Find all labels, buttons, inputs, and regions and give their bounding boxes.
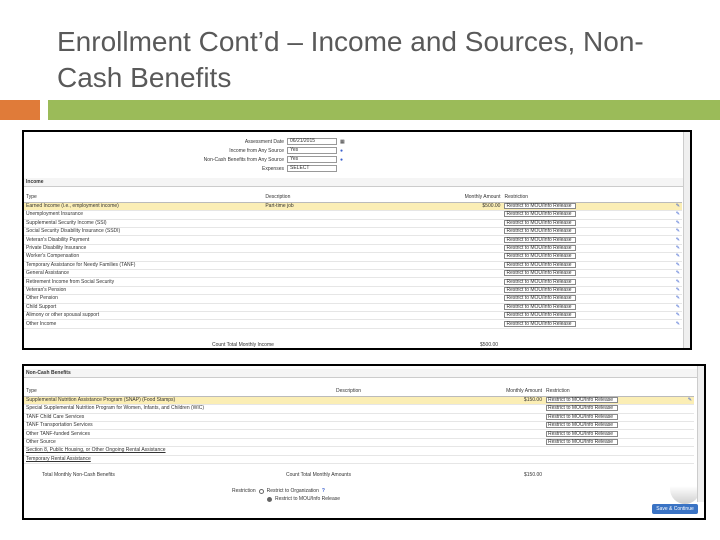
income-amount-cell[interactable] — [413, 244, 503, 252]
income-description-cell[interactable] — [263, 320, 412, 328]
noncash-description-cell[interactable] — [334, 438, 494, 446]
restriction-select[interactable]: Restrict to MOU/Info Release — [504, 262, 576, 268]
edit-icon[interactable]: ✎ — [675, 203, 680, 210]
table-row — [24, 295, 682, 303]
edit-icon[interactable]: ✎ — [675, 303, 680, 310]
table-row — [24, 430, 694, 438]
noncash-edit-cell — [634, 422, 694, 430]
noncash-screenshot — [22, 364, 706, 520]
noncash-amount-cell[interactable]: $150.00 — [494, 396, 544, 404]
income-edit-cell — [582, 303, 682, 311]
income-amount-cell[interactable] — [413, 303, 503, 311]
noncash-source-label: Non-Cash Benefits from Any Source — [203, 156, 284, 163]
income-section-header: Income — [24, 178, 690, 187]
income-edit-cell — [582, 270, 682, 278]
income-total-label: Count Total Monthly Income — [212, 342, 274, 348]
col-description-header[interactable]: Description — [263, 194, 412, 202]
income-edit-cell — [582, 228, 682, 236]
restriction-select[interactable]: Restrict to MOU/Info Release — [546, 439, 618, 445]
income-type-cell: Veteran's Pension — [24, 286, 263, 294]
col-type-header[interactable]: Type — [24, 388, 334, 396]
col-type-header[interactable]: Type — [24, 194, 263, 202]
edit-icon[interactable]: ✎ — [675, 270, 680, 277]
income-restriction-cell — [502, 228, 582, 236]
noncash-section-header: Non-Cash Benefits — [24, 369, 704, 378]
noncash-restriction-cell — [544, 438, 634, 446]
income-type-cell: Other Pension — [24, 295, 263, 303]
income-amount-cell[interactable] — [413, 211, 503, 219]
noncash-description-cell[interactable] — [334, 430, 494, 438]
income-restriction-cell — [502, 311, 582, 319]
income-restriction-cell — [502, 211, 582, 219]
table-row — [24, 278, 682, 286]
income-description-cell[interactable] — [263, 278, 412, 286]
edit-icon[interactable]: ✎ — [675, 219, 680, 226]
restriction-select[interactable]: Restrict to MOU/Info Release — [504, 220, 576, 226]
edit-icon[interactable]: ✎ — [675, 278, 680, 285]
income-restriction-cell — [502, 295, 582, 303]
table-row — [24, 228, 682, 236]
edit-icon[interactable]: ✎ — [675, 286, 680, 293]
form-row-noncash-source — [174, 156, 343, 163]
restriction-select[interactable]: Restrict to MOU/Info Release — [504, 211, 576, 217]
income-type-cell: Other Income — [24, 320, 263, 328]
required-icon: ● — [340, 147, 344, 154]
noncash-total-label: Count Total Monthly Amounts — [286, 472, 351, 478]
expenses-label: Expenses — [262, 165, 284, 172]
noncash-amount-cell[interactable] — [494, 413, 544, 421]
income-edit-cell — [582, 286, 682, 294]
accent-bar-orange — [0, 100, 40, 120]
page-curl-decoration — [670, 486, 700, 504]
income-table-header — [24, 194, 682, 202]
restriction-select[interactable]: Restrict to MOU/Info Release — [504, 279, 576, 285]
noncash-edit-cell — [634, 396, 694, 404]
income-restriction-cell — [502, 261, 582, 269]
income-edit-cell — [582, 278, 682, 286]
edit-icon[interactable]: ✎ — [675, 261, 680, 268]
income-amount-cell[interactable] — [413, 270, 503, 278]
income-type-cell: Supplemental Security Income (SSI) — [24, 219, 263, 227]
noncash-restriction-cell — [544, 396, 634, 404]
noncash-edit-cell — [634, 413, 694, 421]
noncash-total-value: $150.00 — [524, 472, 543, 478]
income-type-cell: Child Support — [24, 303, 263, 311]
restriction-select[interactable]: Restrict to MOU/Info Release — [504, 270, 576, 276]
noncash-amount-cell[interactable] — [494, 422, 544, 430]
income-source-label: Income from Any Source — [229, 147, 284, 154]
income-screenshot — [22, 130, 692, 350]
table-row — [24, 211, 682, 219]
noncash-type-cell: TANF Transportation Services — [24, 422, 334, 430]
income-restriction-cell — [502, 278, 582, 286]
table-row — [24, 320, 682, 328]
noncash-extra-row-label[interactable]: Section 8, Public Housing, or Other Ongoing Rental Assistance — [24, 447, 694, 455]
col-amount-header[interactable]: Monthly Amount — [494, 388, 544, 396]
restriction-option-org[interactable] — [232, 488, 325, 494]
edit-icon[interactable]: ✎ — [675, 320, 680, 327]
income-total-value: $500.00 — [480, 342, 499, 348]
income-edit-cell — [582, 253, 682, 261]
noncash-rows — [24, 396, 694, 463]
income-amount-cell[interactable] — [413, 286, 503, 294]
assessment-date-input[interactable]: 06/21/2015 — [287, 138, 337, 145]
income-restriction-cell — [502, 320, 582, 328]
income-panel — [24, 132, 690, 348]
income-amount-cell[interactable] — [413, 261, 503, 269]
income-type-cell: Veteran's Disability Payment — [24, 236, 263, 244]
form-row-assessment-date — [174, 138, 345, 145]
edit-icon[interactable]: ✎ — [687, 397, 692, 404]
income-description-cell[interactable] — [263, 311, 412, 319]
income-description-cell[interactable] — [263, 236, 412, 244]
income-edit-cell — [582, 202, 682, 210]
restriction-select[interactable]: Restrict to MOU/Info Release — [504, 295, 576, 301]
noncash-restriction-cell — [544, 405, 634, 413]
edit-icon[interactable]: ✎ — [675, 211, 680, 218]
table-row — [24, 311, 682, 319]
noncash-type-cell: TANF Child Care Services — [24, 413, 334, 421]
restriction-select[interactable]: Restrict to MOU/Info Release — [546, 397, 618, 403]
noncash-restriction-cell — [544, 430, 634, 438]
income-amount-cell[interactable] — [413, 219, 503, 227]
noncash-edit-cell — [634, 405, 694, 413]
col-restriction-header[interactable]: Restriction — [544, 388, 634, 396]
income-type-cell: Worker's Compensation — [24, 253, 263, 261]
income-source-select[interactable]: Yes — [287, 147, 337, 154]
restriction-option-mou[interactable] — [267, 496, 340, 502]
noncash-type-cell: Supplemental Nutrition Assistance Program (SNAP) (Food Stamps) — [24, 396, 334, 404]
income-rows — [24, 202, 682, 328]
table-row — [24, 244, 682, 252]
radio-restrict-mou[interactable] — [267, 497, 272, 502]
income-description-cell[interactable]: Part-time job — [263, 202, 412, 210]
income-amount-cell[interactable]: $500.00 — [413, 202, 503, 210]
income-type-cell: Alimony or other spousal support — [24, 311, 263, 319]
restriction-select[interactable]: Restrict to MOU/Info Release — [504, 304, 576, 310]
edit-icon[interactable]: ✎ — [675, 228, 680, 235]
restriction-label: Restriction — [232, 488, 256, 494]
table-row[interactable] — [24, 455, 694, 463]
slide-title: Enrollment Cont’d – Income and Sources, Non-Cash Benefits — [57, 26, 644, 93]
noncash-type-cell: Other Source — [24, 438, 334, 446]
table-row — [24, 413, 694, 421]
restriction-select[interactable]: Restrict to MOU/Info Release — [504, 321, 576, 327]
noncash-edit-cell — [634, 430, 694, 438]
table-row — [24, 253, 682, 261]
income-amount-cell[interactable] — [413, 228, 503, 236]
income-type-cell: Retirement Income from Social Security — [24, 278, 263, 286]
table-row — [24, 303, 682, 311]
income-edit-cell — [582, 295, 682, 303]
restriction-select[interactable]: Restrict to MOU/Info Release — [504, 237, 576, 243]
income-edit-cell — [582, 320, 682, 328]
income-table — [24, 194, 682, 329]
table-row — [24, 286, 682, 294]
income-edit-cell — [582, 236, 682, 244]
income-type-cell: Unemployment Insurance — [24, 211, 263, 219]
table-row — [24, 270, 682, 278]
edit-icon[interactable]: ✎ — [675, 245, 680, 252]
edit-icon[interactable]: ✎ — [675, 312, 680, 319]
required-icon: ● — [340, 156, 344, 163]
restriction-select[interactable]: Restrict to MOU/Info Release — [504, 203, 576, 209]
restriction-select[interactable]: Restrict to MOU/Info Release — [546, 422, 618, 428]
income-description-cell[interactable] — [263, 244, 412, 252]
noncash-grand-label: Total Monthly Non-Cash Benefits — [42, 472, 115, 478]
col-description-header[interactable]: Description — [334, 388, 494, 396]
income-type-cell: Temporary Assistance for Needy Families (TANF) — [24, 261, 263, 269]
income-description-cell[interactable] — [263, 253, 412, 261]
noncash-panel — [24, 366, 704, 518]
save-continue-button[interactable]: Save & Continue — [652, 504, 698, 514]
income-scrollbar[interactable] — [683, 132, 690, 348]
noncash-type-cell: Special Supplemental Nutrition Program for Women, Infants, and Children (WIC) — [24, 405, 334, 413]
calendar-icon[interactable]: ▦ — [340, 138, 345, 145]
edit-icon[interactable]: ✎ — [675, 295, 680, 302]
noncash-scrollbar[interactable] — [697, 366, 704, 502]
income-type-cell: Private Disability Insurance — [24, 244, 263, 252]
table-row — [24, 202, 682, 210]
form-row-income-source — [174, 147, 343, 154]
form-row-expenses — [174, 165, 337, 172]
restriction-select[interactable]: Restrict to MOU/Info Release — [504, 312, 576, 318]
income-description-cell[interactable] — [263, 228, 412, 236]
table-row — [24, 236, 682, 244]
table-row — [24, 438, 694, 446]
expenses-select[interactable]: SELECT — [287, 165, 337, 172]
col-restriction-header[interactable]: Restriction — [502, 194, 582, 202]
income-edit-cell — [582, 261, 682, 269]
table-row — [24, 219, 682, 227]
col-amount-header[interactable]: Monthly Amount — [413, 194, 503, 202]
noncash-edit-cell — [634, 438, 694, 446]
noncash-amount-cell[interactable] — [494, 438, 544, 446]
income-amount-cell[interactable] — [413, 295, 503, 303]
restriction-select[interactable]: Restrict to MOU/Info Release — [504, 287, 576, 293]
income-amount-cell[interactable] — [413, 311, 503, 319]
restriction-select[interactable]: Restrict to MOU/Info Release — [546, 431, 618, 437]
income-amount-cell[interactable] — [413, 320, 503, 328]
noncash-type-cell: Other TANF-funded Services — [24, 430, 334, 438]
income-edit-cell — [582, 244, 682, 252]
restriction-select[interactable]: Restrict to MOU/Info Release — [504, 253, 576, 259]
income-type-cell: Earned Income (i.e., employment income) — [24, 202, 263, 210]
table-row — [24, 422, 694, 430]
restriction-select[interactable]: Restrict to MOU/Info Release — [546, 414, 618, 420]
table-row — [24, 396, 694, 404]
edit-icon[interactable]: ✎ — [675, 253, 680, 260]
income-description-cell[interactable] — [263, 261, 412, 269]
noncash-restriction-cell — [544, 422, 634, 430]
accent-bar-green — [48, 100, 720, 120]
noncash-table — [24, 388, 694, 464]
income-restriction-cell — [502, 219, 582, 227]
income-amount-cell[interactable] — [413, 236, 503, 244]
noncash-table-header — [24, 388, 694, 396]
help-icon[interactable]: ? — [321, 488, 325, 494]
income-description-cell[interactable] — [263, 211, 412, 219]
noncash-amount-cell[interactable] — [494, 430, 544, 438]
income-edit-cell — [582, 211, 682, 219]
income-description-cell[interactable] — [263, 303, 412, 311]
noncash-description-cell[interactable] — [334, 396, 494, 404]
radio-restrict-mou-label: Restrict to MOU/Info Release — [275, 496, 341, 502]
noncash-description-cell[interactable] — [334, 405, 494, 413]
income-amount-cell[interactable] — [413, 278, 503, 286]
noncash-restriction-cell — [544, 413, 634, 421]
table-row — [24, 405, 694, 413]
income-description-cell[interactable] — [263, 286, 412, 294]
noncash-source-select[interactable]: Yes — [287, 156, 337, 163]
income-edit-cell — [582, 311, 682, 319]
income-description-cell[interactable] — [263, 219, 412, 227]
restriction-select[interactable]: Restrict to MOU/Info Release — [546, 405, 618, 411]
income-restriction-cell — [502, 202, 582, 210]
restriction-select[interactable]: Restrict to MOU/Info Release — [504, 228, 576, 234]
income-type-cell: Social Security Disability Insurance (SSDI) — [24, 228, 263, 236]
income-amount-cell[interactable] — [413, 253, 503, 261]
income-description-cell[interactable] — [263, 270, 412, 278]
income-type-cell: General Assistance — [24, 270, 263, 278]
restriction-select[interactable]: Restrict to MOU/Info Release — [504, 245, 576, 251]
income-restriction-cell — [502, 244, 582, 252]
radio-restrict-org-label: Restrict to Organization — [266, 488, 319, 494]
income-restriction-cell — [502, 270, 582, 278]
edit-icon[interactable]: ✎ — [675, 236, 680, 243]
assessment-date-label: Assessment Date — [244, 138, 284, 145]
table-row — [24, 261, 682, 269]
income-restriction-cell — [502, 253, 582, 261]
noncash-extra-row-label[interactable]: Temporary Rental Assistance — [24, 455, 694, 463]
noncash-description-cell[interactable] — [334, 413, 494, 421]
radio-restrict-org[interactable] — [259, 489, 264, 494]
income-description-cell[interactable] — [263, 295, 412, 303]
noncash-amount-cell[interactable] — [494, 405, 544, 413]
income-restriction-cell — [502, 303, 582, 311]
table-row[interactable] — [24, 447, 694, 455]
income-restriction-cell — [502, 286, 582, 294]
income-restriction-cell — [502, 236, 582, 244]
noncash-description-cell[interactable] — [334, 422, 494, 430]
income-edit-cell — [582, 219, 682, 227]
